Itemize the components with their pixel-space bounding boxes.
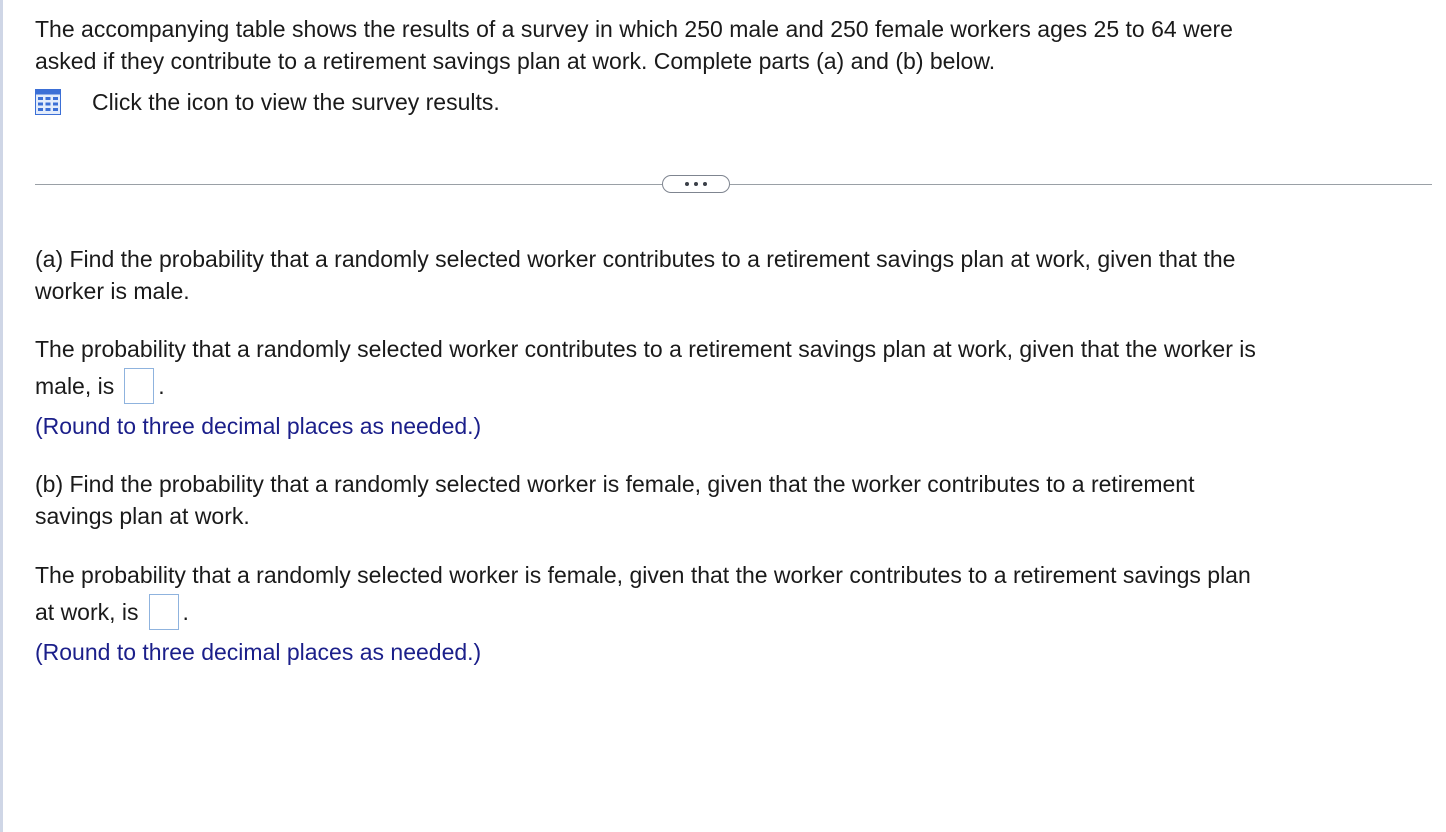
part-b-answer-line-1: The probability that a randomly selected worker is female, given that the worker contributes to a retirement savings plan <box>35 562 1251 588</box>
expand-more-button[interactable] <box>662 175 730 193</box>
part-b-answer-line-2 <box>35 592 189 632</box>
left-border <box>0 0 3 832</box>
part-a-rounding-hint: (Round to three decimal places as needed.) <box>35 413 482 439</box>
intro-text-line-2: asked if they contribute to a retirement savings plan at work. Complete parts (a) and (b) below. <box>35 48 996 74</box>
part-a-answer-prefix: male, is <box>35 372 115 399</box>
ellipsis-icon-dot-1 <box>685 182 689 186</box>
table-grid-icon[interactable] <box>35 86 75 118</box>
intro-text-line-1: The accompanying table shows the results of a survey in which 250 male and 250 female workers ages 25 to 64 were <box>35 16 1233 42</box>
part-b-answer-prefix: at work, is <box>35 598 139 625</box>
separator-line-left <box>35 184 662 185</box>
table-grid-icon-graphic <box>35 89 61 115</box>
part-b-answer-input[interactable] <box>149 594 179 630</box>
part-a-question-line-1: (a) Find the probability that a randomly selected worker contributes to a retirement savings plan at work, given that the <box>35 246 1236 272</box>
ellipsis-icon-dot-3 <box>703 182 707 186</box>
part-a-answer-input[interactable] <box>124 368 154 404</box>
survey-results-link <box>35 86 500 118</box>
part-a-answer-line-1: The probability that a randomly selected worker contributes to a retirement savings plan at work, given that the worker is <box>35 336 1256 362</box>
ellipsis-icon-dot-2 <box>694 182 698 186</box>
part-a-answer-period: . <box>158 372 165 399</box>
part-a-question-line-2: worker is male. <box>35 278 190 304</box>
separator-line-right <box>730 184 1432 185</box>
part-a-answer-line-2 <box>35 366 165 406</box>
part-b-question-line-2: savings plan at work. <box>35 503 250 529</box>
part-b-question-line-1: (b) Find the probability that a randomly selected worker is female, given that the worker contributes to a retirement <box>35 471 1195 497</box>
survey-results-label: Click the icon to view the survey results. <box>92 89 500 115</box>
part-b-answer-period: . <box>182 598 189 625</box>
part-b-rounding-hint: (Round to three decimal places as needed.) <box>35 639 482 665</box>
